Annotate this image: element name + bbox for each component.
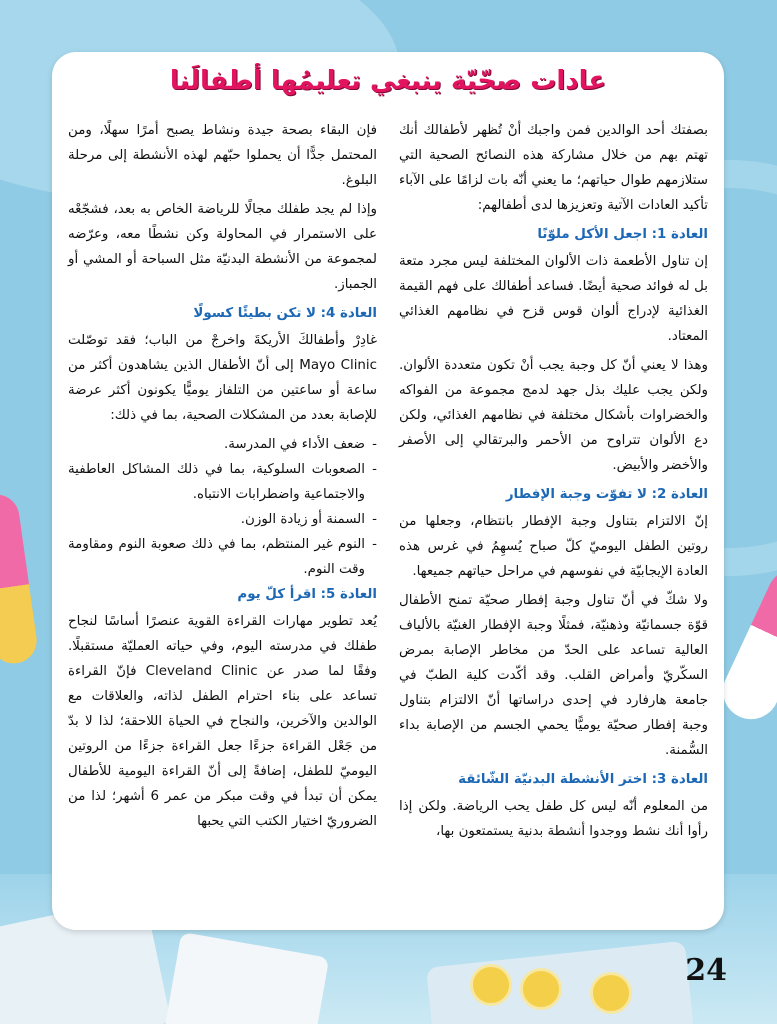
habit-1-paragraph: وهذا لا يعني أنّ كل وجبة يجب أنْ تكون متعددة الألوان. ولكن يجب عليك بذل جهد لدمج مجموعة من الفواكه والخضراوات بأشكال مختلفة في نظامهم الغذائي، ولكن دع الألوان تتراوح من الأحمر والبرتقالي إلى الأصفر والأخضر والأبيض.	[399, 358, 708, 473]
tablet-icon	[520, 968, 562, 1010]
article-columns	[68, 118, 708, 916]
habit-1-heading: العادة 1: اجعل الأكل ملوّنًا	[537, 227, 708, 242]
left-column	[68, 118, 377, 916]
list-item: - ضعف الأداء في المدرسة.	[68, 432, 377, 457]
list-item: - الصعوبات السلوكية، بما في ذلك المشاكل العاطفية والاجتماعية واضطرابات الانتباه.	[68, 457, 377, 507]
habit-2-paragraph: إنّ الالتزام بتناول وجبة الإفطار بانتظام، وجعلها من روتين الطفل اليوميّ كلّ صباح يُسهِمُ في غرس هذه العادة الإيجابيّة في نفوسهم في مراحل حياتهم جميعها.	[399, 514, 708, 579]
intro-paragraph: بصفتك أحد الوالدين فمن واجبك أنْ تُظهر لأطفالك أنك تهتم بهم من خلال مشاركة هذه النصائح الصحية التي ستلازمهم طوال حياتهم؛ ما يعني أنّه بات لزامًا على الآباء تأكيد العادات الآتية وتعزيزها لدى أطفالهم:	[399, 123, 708, 213]
habit-4-paragraph: غادِرْ وأطفالكَ الأريكةَ واخرجْ من الباب؛ فقد توصّلت Mayo Clinic إلى أنّ الأطفال الذين يشاهدون أكثر من ساعة أو ساعتين من التلفاز يوميًّا يكونون أكثر عرضة للإصابة بعدد من المشكلات الصحية، بما في ذلك:	[68, 333, 377, 423]
habit-2-paragraph: ولا شكّ في أنّ تناول وجبة إفطار صحيّة تمنح الأطفال قوّة جسمانيّة وذهنيّة، فمثلًا وجبة الإفطار الغنيّة بالألياف العالية تساعد على الحدّ من مخاطر الإصابة بمرض السكّريّ وأمراض القلب. وقد أكّدت كلية الطبّ في جامعة هارفارد في إحدى دراساتها أنّ الالتزام بتناول وجبة إفطار صحيّة يوميًّا يحمي الجسم من الإصابة بداء السُّمنة.	[399, 593, 708, 758]
list-item: - السمنة أو زيادة الوزن.	[68, 507, 377, 532]
pill-capsule-left	[0, 492, 40, 667]
habit-3-paragraph: وإذا لم يجد طفلك مجالًا للرياضة الخاص به بعد، فشجّعْه على الاستمرار في المحاولة وكن نشطًا معه، وعرّضه لمجموعة من الأنشطة البدنيّة مثل السباحة أو المشي أو الجمباز.	[68, 202, 377, 292]
health-problems-list	[68, 432, 377, 582]
right-column	[399, 118, 708, 916]
page-number: 24	[685, 953, 727, 988]
habit-5-heading: العادة 5: اقرأ كلّ يوم	[237, 587, 377, 602]
habit-4-heading: العادة 4: لا تكن بطيئًا كسولًا	[193, 306, 377, 321]
tablet-icon	[590, 972, 632, 1014]
habit-3-heading: العادة 3: اختر الأنشطة البدنيّة الشّائقة	[458, 772, 708, 787]
habit-2-heading: العادة 2: لا تفوّت وجبة الإفطار	[505, 487, 708, 502]
continuation-paragraph: فإن البقاء بصحة جيدة ونشاط يصبح أمرًا سهلًا، ومن المحتمل جدًّا أن يحملوا حبّهم لهذه الأنشطة إلى مرحلة البلوغ.	[68, 123, 377, 188]
tablet-icon	[470, 964, 512, 1006]
habit-5-paragraph: يُعد تطوير مهارات القراءة القوية عنصرًا أساسًا لنجاح طفلك في مدرسته اليوم، وفي حياته العمليّة مستقبلًا. وفقًا لما صدر عن Cleveland Clinic فإنّ القراءة تساعد على بناء احترام الطفل لذاته، والعلاقات مع الوالدين والآخرين، والنجاح في الحياة اللاحقة؛ لذا لا بدّ من جَعْل القراءة جزءًا جعل القراءة جزءًا من الروتين اليوميّ للطفل، إضافةً إلى أنّ القراءة اليومية للأطفال يمكن أن تبدأ في وقت مبكر من عمر 6 أشهر؛ لذا من الضروريّ اختيار الكتب التي يحبها	[68, 614, 377, 829]
article-card	[52, 52, 724, 930]
habit-3-paragraph: من المعلوم أنّه ليس كل طفل يحب الرياضة. ولكن إذا رأوا أنك نشط ووجدوا أنشطة بدنية يستمتعون بها،	[399, 799, 708, 839]
habit-1-paragraph: إن تناول الأطعمة ذات الألوان المختلفة ليس مجرد متعة بل له فوائد صحية أيضًا. فساعد أطفالك على فهم القيمة الغذائية لإدراج ألوان قوس قزح في نظامهم الغذائي المعتاد.	[399, 254, 708, 344]
article-title: عادات صحّيّة ينبغي تعليمُها أطفالَنا	[169, 66, 607, 96]
list-item: - النوم غير المنتظم، بما في ذلك صعوبة النوم ومقاومة وقت النوم.	[68, 532, 377, 582]
